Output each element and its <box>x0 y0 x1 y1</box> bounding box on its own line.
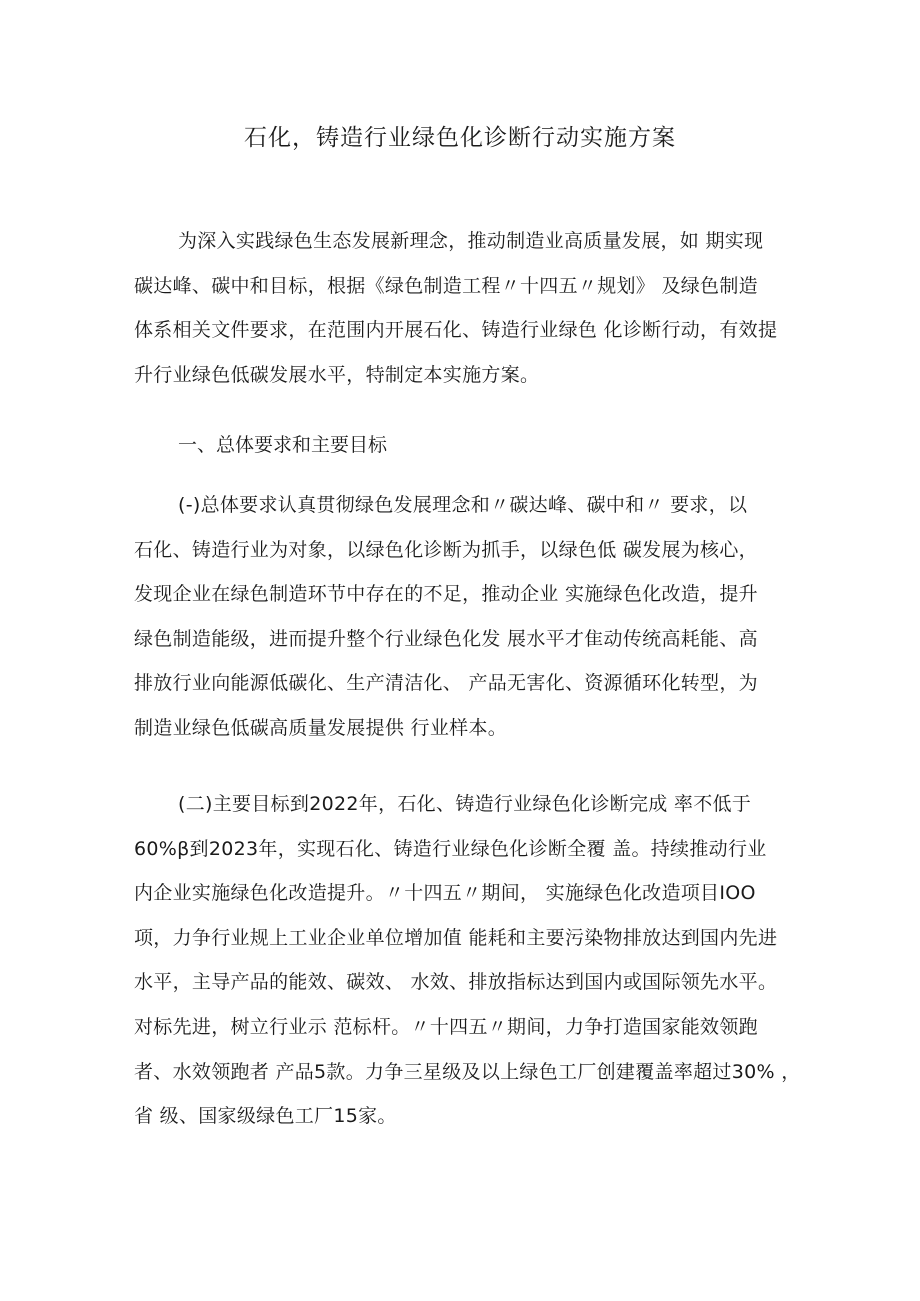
paragraph-line: 升行业绿色低碳发展水平，特制定本实施方案。 <box>134 363 540 386</box>
paragraph-line: 者、水效领跑者 产品5款。力争三星级及以上绿色工厂创建覆盖率超过30% ， <box>134 1060 801 1083</box>
paragraph-line: 对标先进，树立行业示 范标杆。〃十四五〃期间，力争打造国家能效领跑 <box>134 1015 758 1038</box>
paragraph-line: 碳达峰、碳中和目标，根据《绿色制造工程〃十四五〃规划》 及绿色制造 <box>134 274 758 297</box>
intro-paragraph <box>134 219 796 397</box>
paragraph-line: 60%β到2023年，实现石化、铸造行业绿色化诊断全覆 盖。持续推动行业 <box>134 837 767 860</box>
paragraph-line: 省 级、国家级绿色工厂15家。 <box>134 1105 397 1128</box>
paragraph-line: 水平，主导产品的能效、碳效、 水效、排放指标达到国内或国际领先水平。 <box>134 971 778 994</box>
paragraph-line: 项，力争行业规上工业企业单位增加值 能耗和主要污染物排放达到国内先进 <box>134 926 778 949</box>
paragraph-line: 排放行业向能源低碳化、生产清洁化、 产品无害化、资源循环化转型，为 <box>134 672 758 695</box>
paragraph-line: 发现企业在绿色制造环节中存在的不足，推动企业 实施绿色化改造，提升 <box>134 583 758 606</box>
paragraph-line: 绿色制造能级，进而提升整个行业绿色化发 展水平才隹动传统高耗能、高 <box>134 627 758 650</box>
document-title: 石化，铸造行业绿色化诊断行动实施方案 <box>244 125 676 151</box>
section-heading: 一、总体要求和主要目标 <box>178 434 388 456</box>
paragraph-line: 为深入实践绿色生态发展新理念，推动制造业高质量发展，如 期实现 <box>178 230 764 252</box>
main-targets-paragraph <box>134 782 801 1139</box>
paragraph-line: 内企业实施绿色化改造提升。〃十四五〃期间， 实施绿色化改造项目IOO <box>134 882 756 905</box>
paragraph-line: (二)主要目标到2022年，石化、铸造行业绿色化诊断完成 率不低于 <box>178 793 752 815</box>
paragraph-line: (-)总体要求认真贯彻绿色发展理念和〃碳达峰、碳中和〃 要求，以 <box>178 494 748 516</box>
general-requirements-paragraph <box>134 483 796 751</box>
paragraph-line: 石化、铸造行业为对象，以绿色化诊断为抓手，以绿色低 碳发展为核心， <box>134 538 758 561</box>
paragraph-line: 体系相关文件要求，在范围内开展石化、铸造行业绿色 化诊断行动，有效提 <box>134 319 778 342</box>
paragraph-line: 制造业绿色低碳高质量发展提供 行业样本。 <box>134 716 508 739</box>
